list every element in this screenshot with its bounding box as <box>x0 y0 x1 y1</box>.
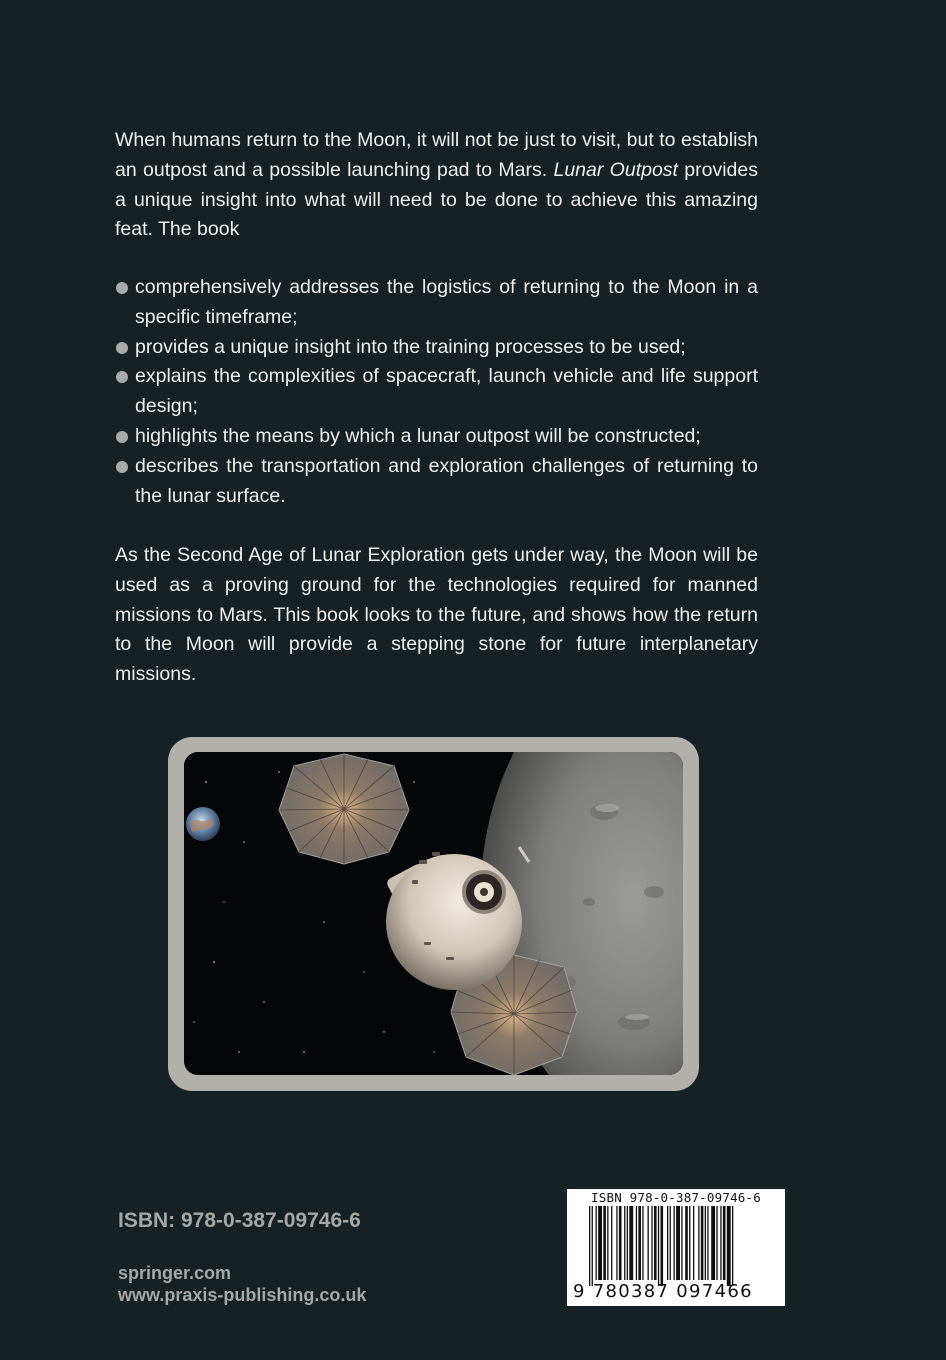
barcode-bar <box>732 1206 733 1286</box>
barcode-bar <box>607 1206 608 1280</box>
barcode-bar <box>624 1206 625 1280</box>
barcode-digits: 9 780387 097466 <box>573 1281 753 1302</box>
barcode-bar <box>670 1206 671 1280</box>
intro-text-end: provides a unique insight into what will need to be done to achieve this amazing feat. The book <box>115 158 758 241</box>
barcode-bar <box>629 1206 633 1280</box>
solar-panel-top <box>279 754 409 864</box>
closing-paragraph: As the Second Age of Lunar Exploration gets under way, the Moon will be used as a proving ground for the technologies required for manned missions to Mars. This book looks to the future, and shows how the return to the Moon will provide a stepping stone for future interplanetary missions. <box>115 544 758 686</box>
barcode-bar <box>627 1206 628 1280</box>
barcode-bar <box>658 1206 659 1286</box>
barcode-bar <box>693 1206 694 1280</box>
barcode-bar <box>674 1206 675 1280</box>
barcode-bar <box>676 1206 680 1280</box>
bullet-icon <box>116 342 128 354</box>
barcode-bar <box>642 1206 643 1280</box>
list-item-text: comprehensively addresses the logistics of returning to the Moon in a specific timeframe; <box>135 276 758 328</box>
isbn-number: ISBN: 978-0-387-09746-6 <box>118 1209 361 1232</box>
barcode-bar <box>723 1206 726 1280</box>
feature-list <box>115 273 758 511</box>
barcode-bar <box>596 1206 597 1280</box>
list-item-text: provides a unique insight into the training processes to be used; <box>135 335 686 358</box>
intro-text-start: When humans return to the Moon, it will not be just to visit, but to establish an outpost and a possible launching pad to Mars. <box>115 129 758 181</box>
bullet-icon <box>116 371 128 383</box>
barcode-bar <box>716 1206 717 1280</box>
list-item <box>115 273 758 333</box>
barcode-bar <box>638 1206 641 1280</box>
photo-frame <box>168 737 699 1091</box>
bullet-icon <box>116 282 128 294</box>
barcode-isbn-text: ISBN 978-0-387-09746-6 <box>591 1190 761 1205</box>
barcode-bar <box>689 1206 690 1280</box>
barcode-bar <box>661 1206 664 1286</box>
list-item-text: explains the complexities of spacecraft, launch vehicle and life support design; <box>135 365 758 418</box>
barcode-bar <box>705 1206 706 1280</box>
barcode-bar <box>698 1206 699 1280</box>
spacecraft-illustration <box>184 752 683 1075</box>
barcode-bar <box>648 1206 649 1280</box>
barcode-bar <box>711 1206 715 1280</box>
barcode-bar <box>611 1206 612 1280</box>
barcode-bar <box>636 1206 637 1280</box>
bullet-icon <box>116 461 128 473</box>
barcode-bar <box>589 1206 590 1286</box>
barcode-bar <box>667 1206 668 1280</box>
barcode-bar <box>592 1206 593 1286</box>
barcode-bar <box>720 1206 721 1280</box>
barcode-bar <box>681 1206 682 1280</box>
intro-paragraph <box>115 126 758 245</box>
barcode-bar <box>707 1206 708 1280</box>
list-item <box>115 362 758 422</box>
barcode-bar <box>685 1206 688 1280</box>
list-item-text: highlights the means by which a lunar outpost will be constructed; <box>135 424 701 447</box>
list-item <box>115 333 758 363</box>
barcode-bar <box>701 1206 704 1280</box>
bullet-icon <box>116 431 128 443</box>
barcode-bar <box>727 1206 731 1286</box>
barcode-bar <box>619 1206 622 1280</box>
barcode-bar <box>616 1206 617 1280</box>
website-springer: springer.com <box>118 1263 232 1283</box>
barcode-bar <box>651 1206 652 1280</box>
website-praxis: www.praxis-publishing.co.uk <box>118 1285 367 1305</box>
barcode-bar <box>654 1206 657 1280</box>
list-item <box>115 422 758 452</box>
barcode-bar <box>598 1206 602 1280</box>
barcode-bar <box>603 1206 606 1280</box>
book-title: Lunar Outpost <box>553 158 678 181</box>
list-item <box>115 452 758 512</box>
isbn-barcode <box>567 1189 785 1306</box>
list-item-text: describes the transportation and exploration challenges of returning to the lunar surface. <box>135 454 758 507</box>
